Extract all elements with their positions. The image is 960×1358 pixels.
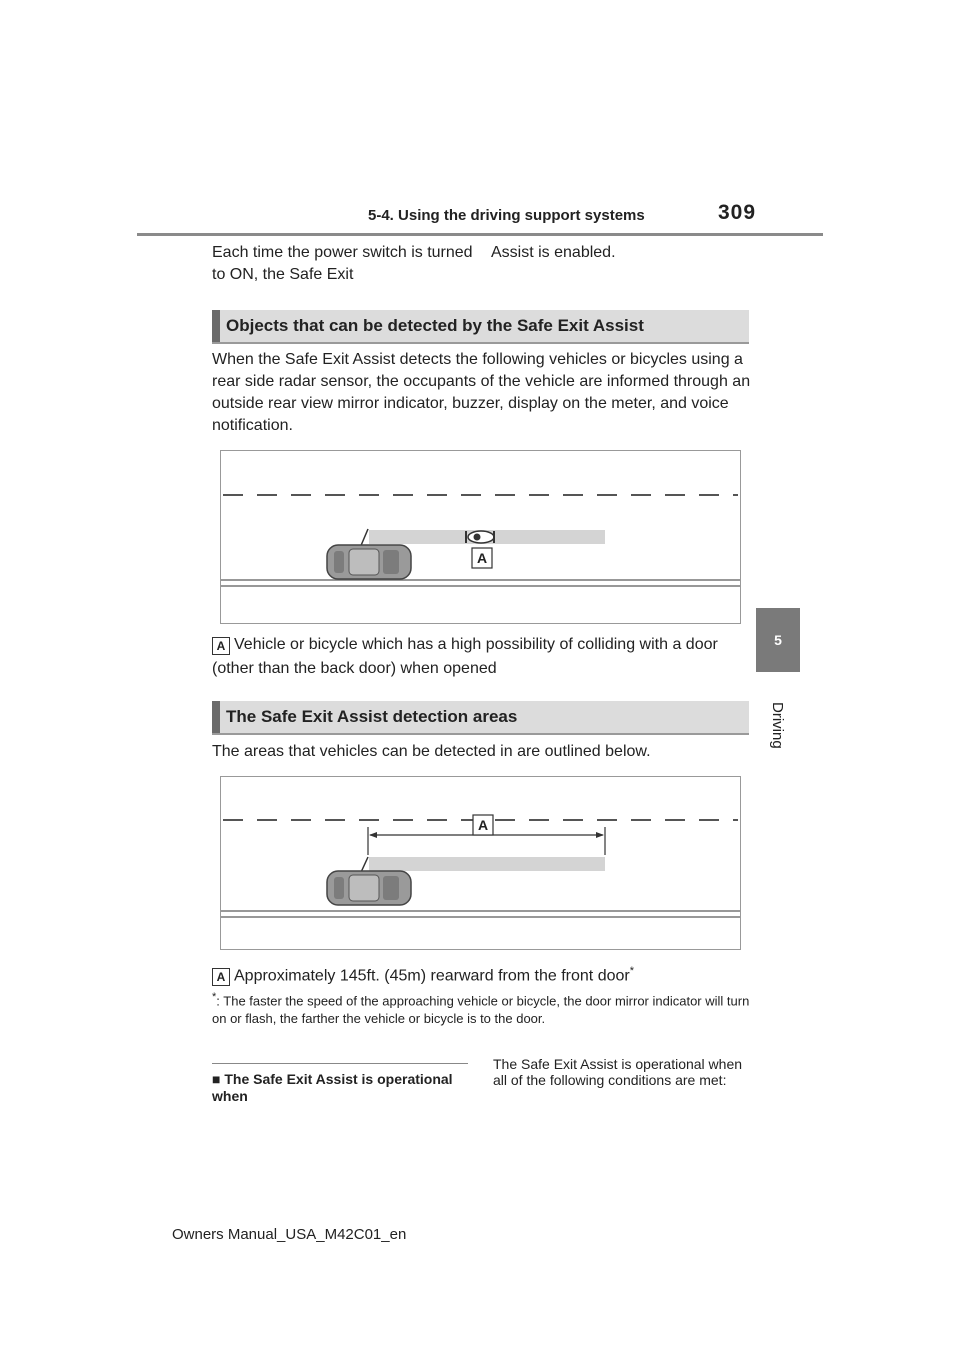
header-rule xyxy=(137,233,823,236)
figure-label-a: A xyxy=(476,550,488,566)
section-rule xyxy=(212,733,749,735)
chapter-label: Driving xyxy=(769,702,786,749)
arrowhead-left xyxy=(369,832,377,838)
section-heading-objects: Objects that can be detected by the Safe Exit Assist xyxy=(212,310,749,342)
chapter-tab[interactable]: 5 xyxy=(756,608,800,672)
callout-text: Approximately 145ft. (45m) rearward from the front door xyxy=(234,967,630,985)
conditions-rule xyxy=(212,1063,468,1064)
figure-detectable-objects xyxy=(220,450,741,624)
conditions-text: The Safe Exit Assist is operational when all of the following conditions are met: xyxy=(493,1056,743,1088)
callout-a-objects xyxy=(212,633,752,681)
footnote-marker: * xyxy=(212,991,217,1003)
car-icon xyxy=(327,871,411,905)
intro-text-col1: Each time the power switch is turned to ON, the Safe Exit xyxy=(212,244,473,283)
section1-paragraph: When the Safe Exit Assist detects the following vehicles or bicycles using a rear side radar sensor, the occupants of the vehicle are informed through an outside rear view mirror indicator, buzzer, display on the meter, and voice notification. xyxy=(212,351,751,434)
footnote xyxy=(212,988,752,1028)
footnote-star: * xyxy=(629,965,634,977)
callout-letter-box: A xyxy=(212,968,230,986)
road-diagram-2 xyxy=(221,777,740,949)
figure-label-a: A xyxy=(477,817,489,833)
section-rule xyxy=(212,342,749,344)
callout-a-areas xyxy=(212,959,752,988)
footer-manual-id: Owners Manual_USA_M42C01_en xyxy=(172,1226,407,1243)
figure-detection-areas xyxy=(220,776,741,950)
footnote-text: : The faster the speed of the approaching vehicle or bicycle, the door mirror indicator will turn on or flash, the farther the vehicle or bicycle is to the door. xyxy=(212,993,750,1027)
callout-text: Vehicle or bicycle which has a high possibility of colliding with a door (other than the back door) when opened xyxy=(212,636,718,677)
car-icon xyxy=(327,545,411,579)
road-diagram-1 xyxy=(221,451,740,623)
conditions-heading: ■ The Safe Exit Assist is operational when xyxy=(212,1071,453,1104)
callout-letter-box: A xyxy=(212,637,230,655)
bicycle-icon xyxy=(466,531,494,543)
intro-text-col2: Assist is enabled. xyxy=(491,244,616,261)
section-title: 5-4. Using the driving support systems xyxy=(368,207,645,224)
section-heading-areas: The Safe Exit Assist detection areas xyxy=(212,701,749,733)
arrowhead-right xyxy=(596,832,604,838)
page-number: 309 xyxy=(718,201,757,224)
detection-zone xyxy=(369,857,605,871)
section2-paragraph: The areas that vehicles can be detected in are outlined below. xyxy=(212,743,651,760)
